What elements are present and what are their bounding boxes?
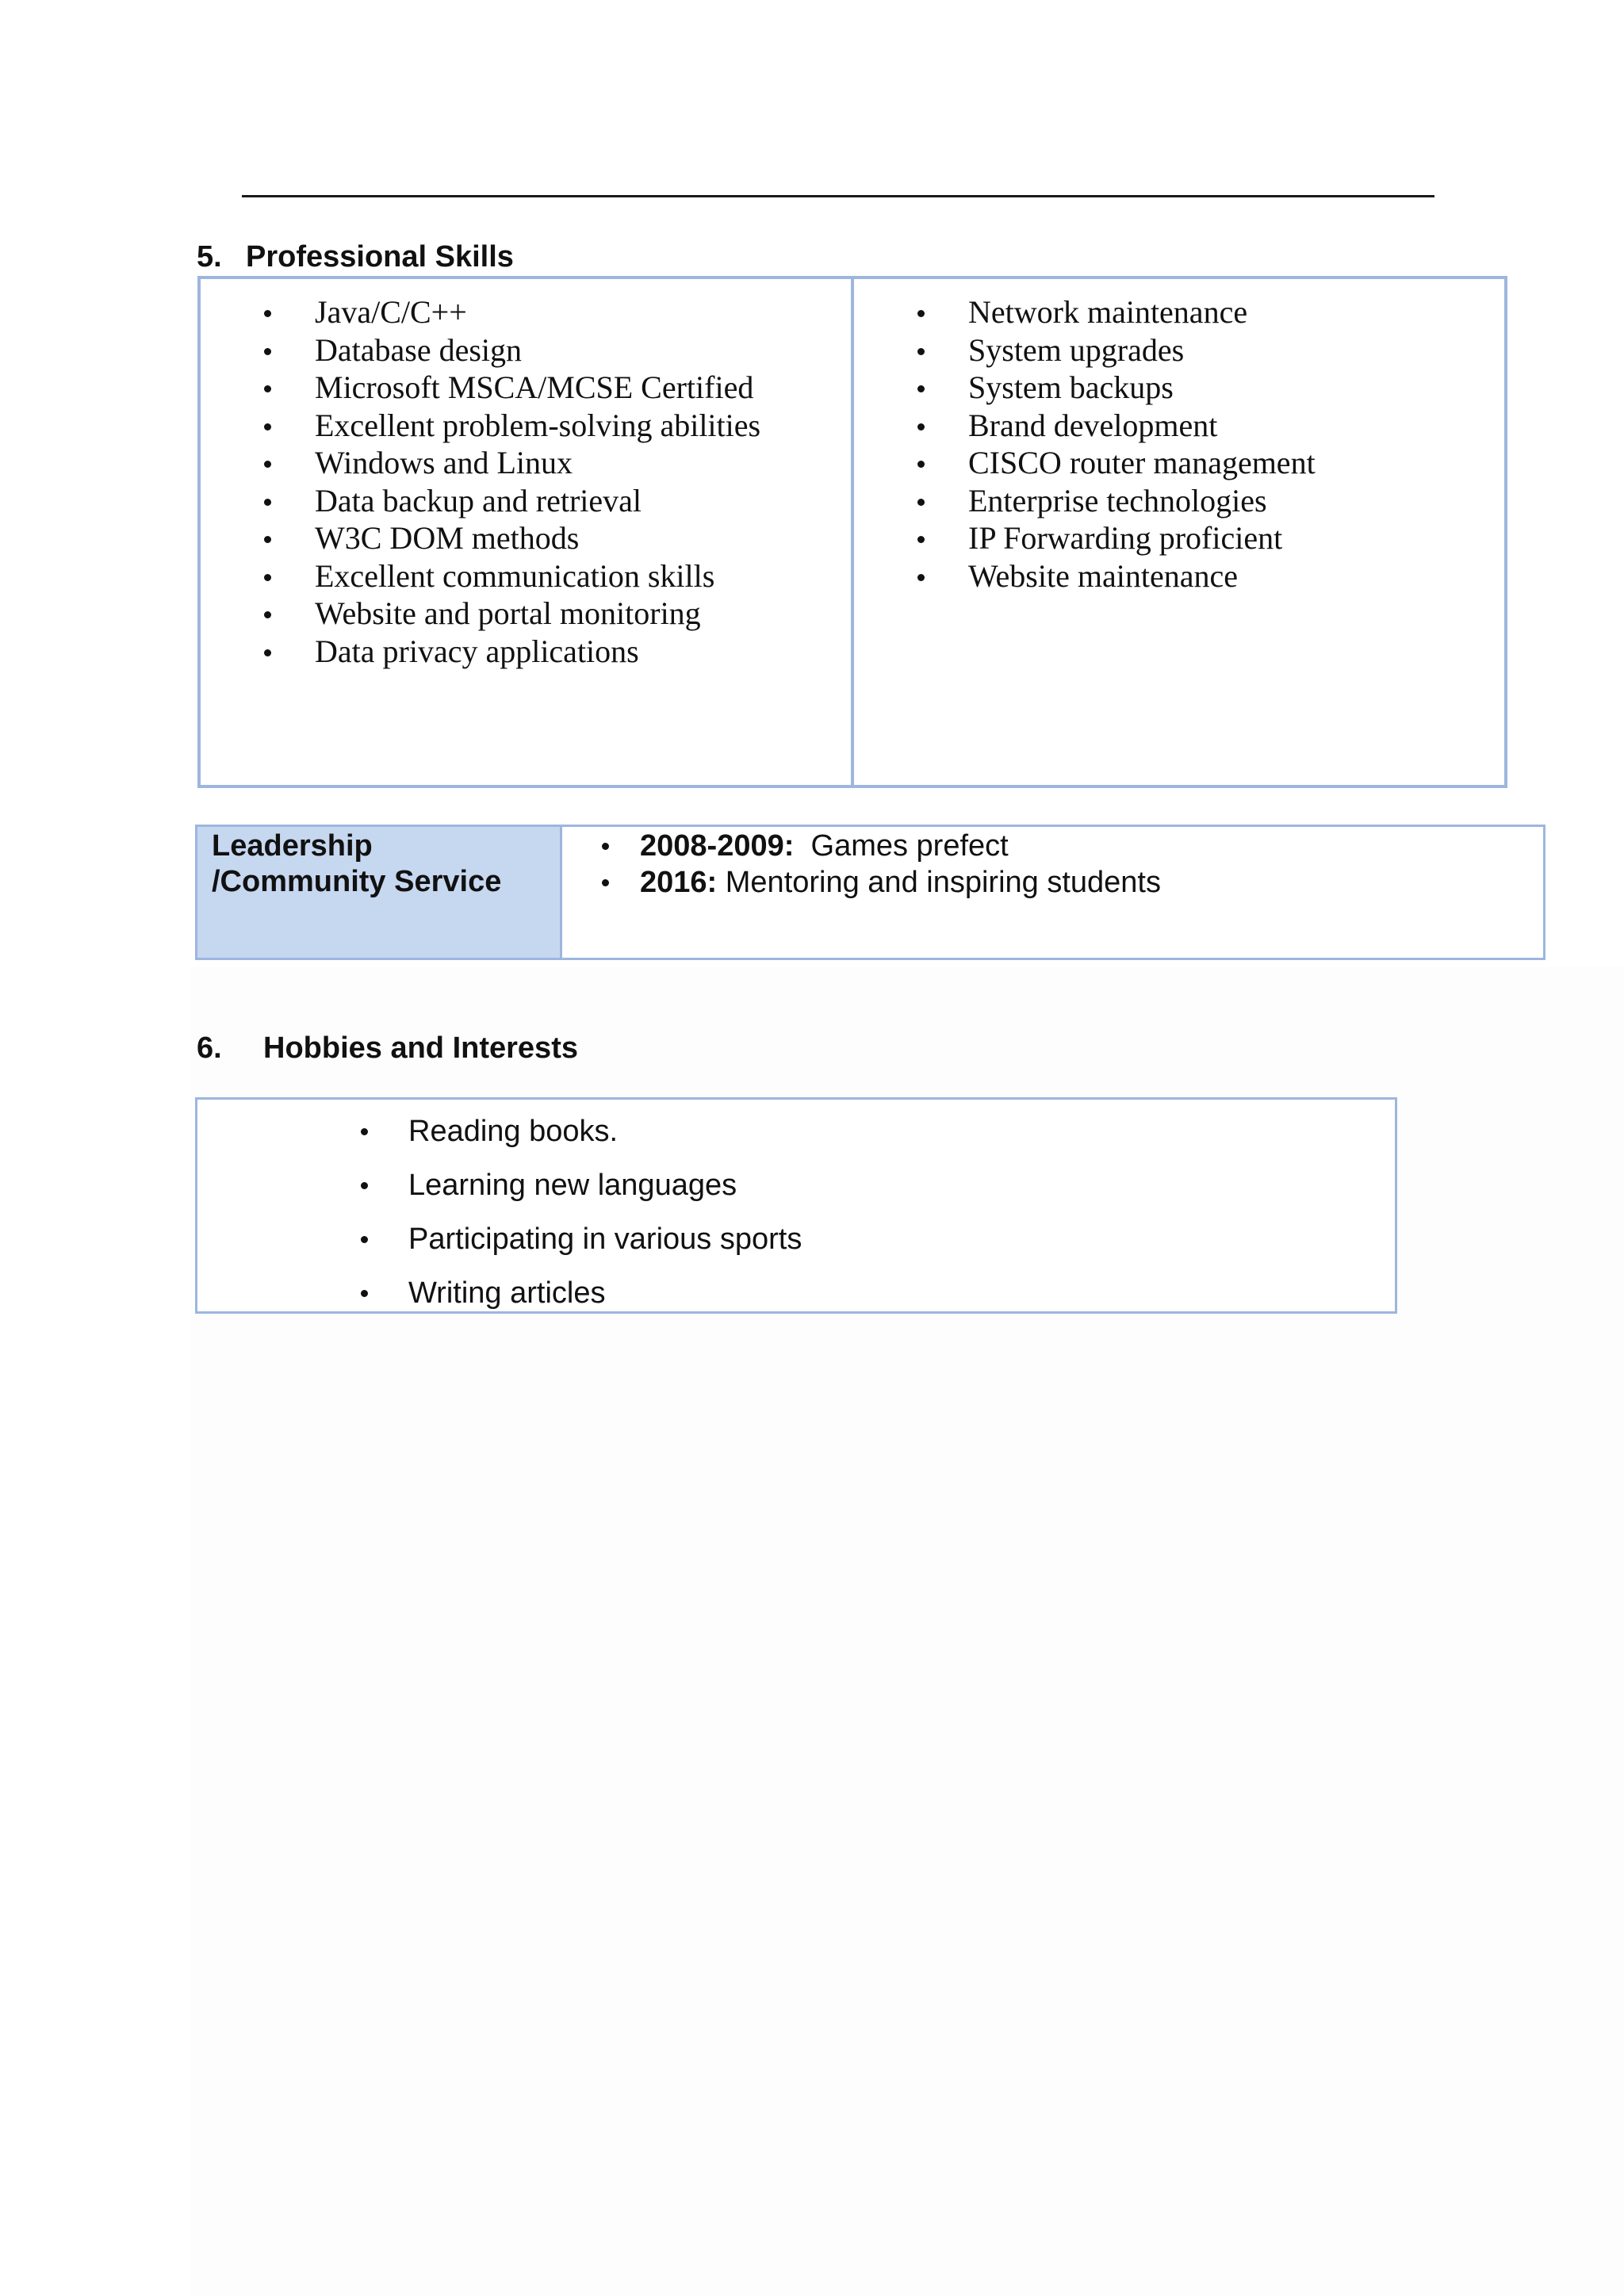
skill-item: Java/C/C++ (264, 293, 760, 331)
skill-item: Network maintenance (917, 293, 1316, 331)
skill-item: IP Forwarding proficient (917, 519, 1316, 557)
skill-item: System backups (917, 369, 1316, 407)
hobby-item: Learning new languages (361, 1158, 802, 1212)
hobbies-box (195, 1097, 1397, 1314)
skill-item: System upgrades (917, 331, 1316, 369)
leadership-text: Mentoring and inspiring students (725, 866, 1161, 899)
leadership-year: 2016: (640, 866, 718, 899)
leadership-label-cell (197, 827, 562, 958)
hobby-item: Writing articles (361, 1266, 802, 1320)
section-title: Hobbies and Interests (263, 1031, 578, 1065)
leadership-content-cell (562, 827, 1543, 958)
skills-table (197, 276, 1507, 788)
section-heading-professional-skills (197, 239, 514, 274)
skill-item: Windows and Linux (264, 444, 760, 482)
section-number: 5. (197, 240, 222, 274)
skill-item: Excellent problem-solving abilities (264, 407, 760, 445)
leadership-table (195, 825, 1545, 960)
skill-item: Data backup and retrieval (264, 482, 760, 520)
hobby-item: Participating in various sports (361, 1212, 802, 1266)
skill-item: Database design (264, 331, 760, 369)
leadership-label-line: /Community Service (212, 865, 502, 898)
section-number: 6. (197, 1031, 222, 1065)
leadership-item (602, 828, 1161, 864)
skills-column-right (854, 279, 1504, 785)
leadership-text: Games prefect (810, 829, 1009, 863)
leadership-list (602, 828, 1161, 901)
section-heading-hobbies (197, 1031, 578, 1066)
hobbies-list (361, 1104, 802, 1320)
skill-item: Website maintenance (917, 557, 1316, 595)
top-divider-rule (242, 195, 1434, 197)
section-title: Professional Skills (246, 240, 514, 274)
skill-item: Data privacy applications (264, 633, 760, 671)
skill-item: W3C DOM methods (264, 519, 760, 557)
hobby-item: Reading books. (361, 1104, 802, 1158)
leadership-item (602, 864, 1161, 901)
skill-item: Enterprise technologies (917, 482, 1316, 520)
skills-list-right (917, 293, 1316, 595)
skill-item: Microsoft MSCA/MCSE Certified (264, 369, 760, 407)
skill-item: Brand development (917, 407, 1316, 445)
skill-item: Website and portal monitoring (264, 595, 760, 633)
skills-column-left (201, 279, 854, 785)
skill-item: Excellent communication skills (264, 557, 760, 595)
leadership-label-line: Leadership (212, 829, 373, 863)
leadership-year: 2008-2009: (640, 829, 795, 863)
skill-item: CISCO router management (917, 444, 1316, 482)
skills-list-left (264, 293, 760, 670)
